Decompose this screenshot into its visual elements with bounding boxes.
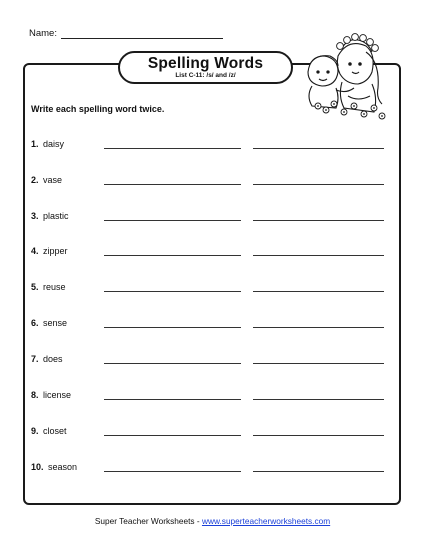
- writing-line-2[interactable]: [253, 255, 384, 256]
- writing-line-1[interactable]: [104, 399, 241, 400]
- footer: [0, 516, 425, 526]
- writing-line-2[interactable]: [253, 220, 384, 221]
- writing-line-1[interactable]: [104, 255, 241, 256]
- writing-line-1[interactable]: [104, 148, 241, 149]
- word-row-3: [31, 211, 391, 225]
- spelling-word: season: [48, 462, 78, 472]
- writing-line-2[interactable]: [253, 291, 384, 292]
- word-number: 9.: [31, 426, 39, 436]
- word-number: 3.: [31, 211, 39, 221]
- writing-line-1[interactable]: [104, 184, 241, 185]
- title-box: [118, 51, 293, 84]
- instructions: Write each spelling word twice.: [31, 104, 165, 114]
- word-row-6: [31, 318, 391, 332]
- writing-line-1[interactable]: [104, 471, 241, 472]
- name-blank[interactable]: [61, 28, 223, 39]
- spelling-word: does: [43, 354, 63, 364]
- word-row-4: [31, 246, 391, 260]
- word-row-10: [31, 462, 391, 476]
- writing-line-1[interactable]: [104, 435, 241, 436]
- word-number: 4.: [31, 246, 39, 256]
- word-row-9: [31, 426, 391, 440]
- word-number: 8.: [31, 390, 39, 400]
- name-row: [29, 28, 223, 39]
- writing-line-2[interactable]: [253, 148, 384, 149]
- page-title: Spelling Words: [147, 55, 264, 72]
- spelling-word: vase: [43, 175, 63, 185]
- word-number: 10.: [31, 462, 44, 472]
- word-row-1: [31, 139, 391, 153]
- spelling-word: closet: [43, 426, 67, 436]
- writing-line-1[interactable]: [104, 327, 241, 328]
- writing-line-2[interactable]: [253, 435, 384, 436]
- word-row-8: [31, 390, 391, 404]
- writing-line-1[interactable]: [104, 220, 241, 221]
- spelling-word: daisy: [43, 139, 65, 149]
- word-row-2: [31, 175, 391, 189]
- writing-line-2[interactable]: [253, 399, 384, 400]
- writing-line-2[interactable]: [253, 363, 384, 364]
- word-row-5: [31, 282, 391, 296]
- spelling-word: sense: [43, 318, 68, 328]
- spelling-word: license: [43, 390, 72, 400]
- writing-line-2[interactable]: [253, 184, 384, 185]
- writing-line-1[interactable]: [104, 363, 241, 364]
- spelling-word: zipper: [43, 246, 68, 256]
- word-row-7: [31, 354, 391, 368]
- spelling-word: reuse: [43, 282, 66, 292]
- writing-line-2[interactable]: [253, 327, 384, 328]
- writing-line-2[interactable]: [253, 471, 384, 472]
- footer-text: Super Teacher Worksheets -: [94, 516, 202, 526]
- list-subtitle: List C-11: /s/ and /z/: [175, 72, 236, 79]
- word-number: 5.: [31, 282, 39, 292]
- children-with-flowers-illustration: [298, 26, 388, 124]
- website-link[interactable]: www.superteacherworksheets.com: [201, 516, 331, 526]
- name-label: Name:: [29, 28, 57, 39]
- word-number: 6.: [31, 318, 39, 328]
- word-number: 1.: [31, 139, 39, 149]
- spelling-word: plastic: [43, 211, 69, 221]
- writing-line-1[interactable]: [104, 291, 241, 292]
- word-number: 2.: [31, 175, 39, 185]
- word-number: 7.: [31, 354, 39, 364]
